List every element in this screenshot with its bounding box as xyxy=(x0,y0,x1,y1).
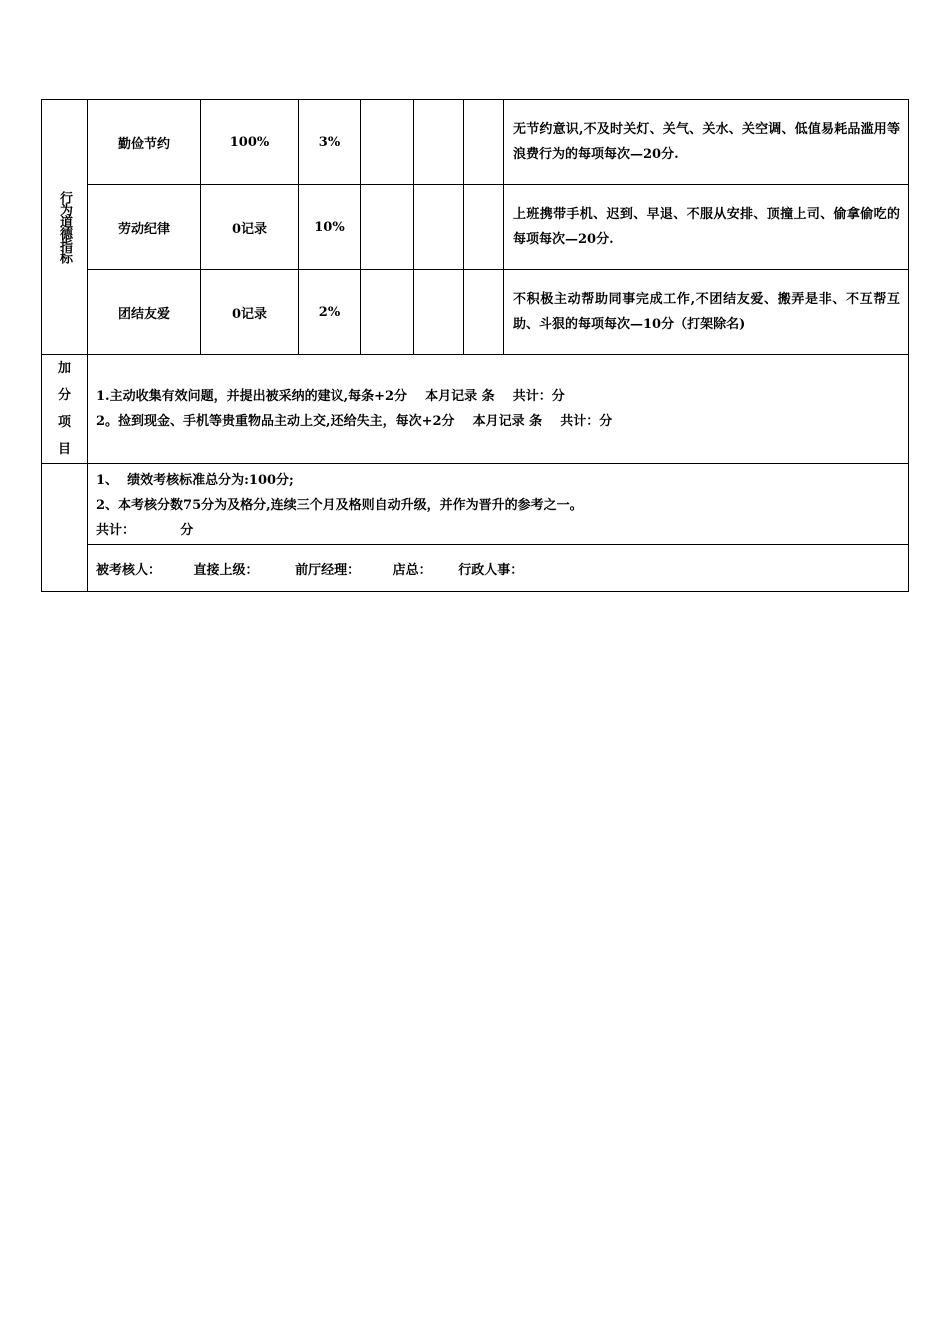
bonus-items xyxy=(88,355,909,464)
indicator-target: 0记录 xyxy=(201,185,299,270)
bonus-label-char: 目 xyxy=(57,442,71,457)
bonus-section-label xyxy=(42,355,88,464)
table-row xyxy=(42,100,909,185)
evaluation-table xyxy=(41,99,909,592)
signature-row xyxy=(42,545,909,592)
signature-direct-superior: 直接上级： xyxy=(193,562,259,578)
indicator-weight: 10% xyxy=(299,185,361,270)
table-row xyxy=(42,270,909,355)
notes-section-label xyxy=(42,464,88,592)
indicator-name: 勤俭节约 xyxy=(88,100,201,185)
signature-front-manager: 前厅经理： xyxy=(295,562,361,578)
indicator-name: 劳动纪律 xyxy=(88,185,201,270)
note-line: 共计： 分 xyxy=(96,523,194,538)
empty-cell xyxy=(464,185,504,270)
table-row xyxy=(42,185,909,270)
empty-cell xyxy=(464,270,504,355)
bonus-label-char: 加 xyxy=(57,361,71,376)
indicator-name: 团结友爱 xyxy=(88,270,201,355)
behavior-label-text: 行为道德指标 xyxy=(57,191,72,263)
empty-cell xyxy=(414,185,464,270)
indicator-target: 0记录 xyxy=(201,270,299,355)
note-line: 2、本考核分数75分为及格分,连续三个月及格则自动升级，并作为晋升的参考之一。 xyxy=(96,498,583,513)
indicator-weight: 2% xyxy=(299,270,361,355)
empty-cell xyxy=(414,100,464,185)
signature-evaluatee: 被考核人： xyxy=(96,562,162,578)
indicator-description: 上班携带手机、迟到、早退、不服从安排、顶撞上司、偷拿偷吃的每项每次—20分. xyxy=(504,185,909,270)
bonus-row xyxy=(42,355,909,464)
evaluation-form xyxy=(41,99,908,592)
signature-cell xyxy=(88,545,909,592)
indicator-description: 不积极主动帮助同事完成工作,不团结友爱、搬弄是非、不互帮互助、斗狠的每项每次—10分（打架除名) xyxy=(504,270,909,355)
bonus-item: 2。捡到现金、手机等贵重物品主动上交,还给失主，每次+2分 本月记录 条 共计：分 xyxy=(96,414,613,429)
notes-cell xyxy=(88,464,909,545)
empty-cell xyxy=(361,100,414,185)
indicator-target: 100% xyxy=(201,100,299,185)
bonus-label-char: 分 xyxy=(57,388,71,403)
behavior-section-label xyxy=(42,100,88,355)
empty-cell xyxy=(414,270,464,355)
notes-row xyxy=(42,464,909,545)
signature-store-manager: 店总： xyxy=(392,562,432,578)
empty-cell xyxy=(464,100,504,185)
indicator-weight: 3% xyxy=(299,100,361,185)
empty-cell xyxy=(361,270,414,355)
signature-admin-hr: 行政人事： xyxy=(458,562,524,578)
indicator-description: 无节约意识,不及时关灯、关气、关水、关空调、低值易耗品滥用等浪费行为的每项每次—20分. xyxy=(504,100,909,185)
bonus-label-char: 项 xyxy=(57,415,71,430)
empty-cell xyxy=(361,185,414,270)
note-line: 1、 绩效考核标准总分为:100分; xyxy=(96,473,294,488)
bonus-item: 1.主动收集有效问题，并提出被采纳的建议,每条+2分 本月记录 条 共计：分 xyxy=(96,389,565,404)
